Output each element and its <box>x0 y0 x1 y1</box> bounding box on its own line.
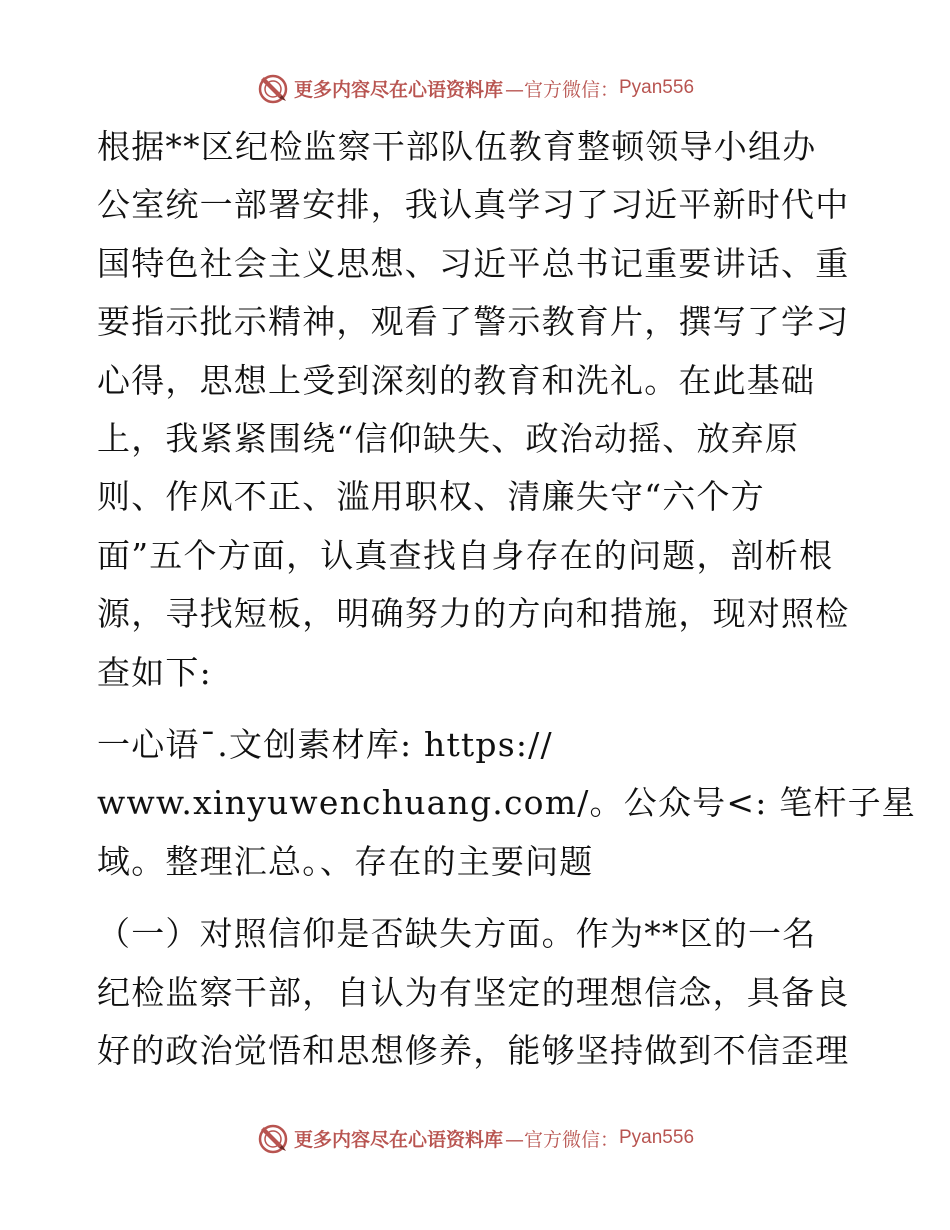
text-line: 查如下: <box>97 652 212 692</box>
text-line: 一心语¯.文创素材库: https:// <box>97 725 553 765</box>
text-line: 根据**区纪检监察干部队伍教育整顿领导小组办 <box>97 127 817 166</box>
document-body <box>97 118 917 1081</box>
text-line: 则、作风不正、滥用职权、清廉失守“六个方 <box>97 477 765 517</box>
footer-watermark-banner <box>0 1118 950 1158</box>
text-line: 要指示批示精神，观看了警示教育片，撰写了学习 <box>97 302 850 342</box>
paragraph-source-notice <box>97 716 917 891</box>
text-line: 上，我紧紧围绕“信仰缺失、政治动摇、放弃原 <box>97 419 800 459</box>
header-watermark-banner <box>0 68 950 108</box>
text-line: 公室统一部署安排，我认真学习了习近平新时代中 <box>97 185 850 225</box>
pen-logo-icon <box>256 1121 290 1155</box>
paragraph-section-one <box>97 905 857 1080</box>
banner-official-label: —官方微信： <box>504 78 619 101</box>
text-line: 源，寻找短板，明确努力的方向和措施，现对照检 <box>97 594 850 634</box>
banner-account-id: Pyan556 <box>619 1127 695 1148</box>
banner-brand-text: 更多内容尽在心语资料库 <box>293 1128 503 1151</box>
text-line: 域。整理汇总。、存在的主要问题 <box>97 841 594 881</box>
text-line: （一）对照信仰是否缺失方面。作为**区的一名 <box>97 914 817 954</box>
text-line: 面”五个方面，认真查找自身存在的问题，剖析根 <box>97 535 834 575</box>
text-line: 心得，思想上受到深刻的教育和洗礼。在此基础 <box>97 360 816 400</box>
text-line: 国特色社会主义思想、习近平总书记重要讲话、重 <box>97 243 850 283</box>
pen-logo-icon <box>256 71 290 105</box>
text-line: 纪检监察干部，自认为有坚定的理想信念，具备良 <box>97 972 850 1012</box>
banner-account-id: Pyan556 <box>619 77 695 98</box>
text-line: 好的政治觉悟和思想修养，能够坚持做到不信歪理 <box>97 1031 850 1071</box>
text-line: www.xinyuwenchuang.com/。公众号<: 笔杆子星 <box>97 783 917 823</box>
banner-brand-text: 更多内容尽在心语资料库 <box>293 78 503 101</box>
paragraph-intro <box>97 118 857 702</box>
banner-official-label: —官方微信： <box>504 1128 619 1151</box>
